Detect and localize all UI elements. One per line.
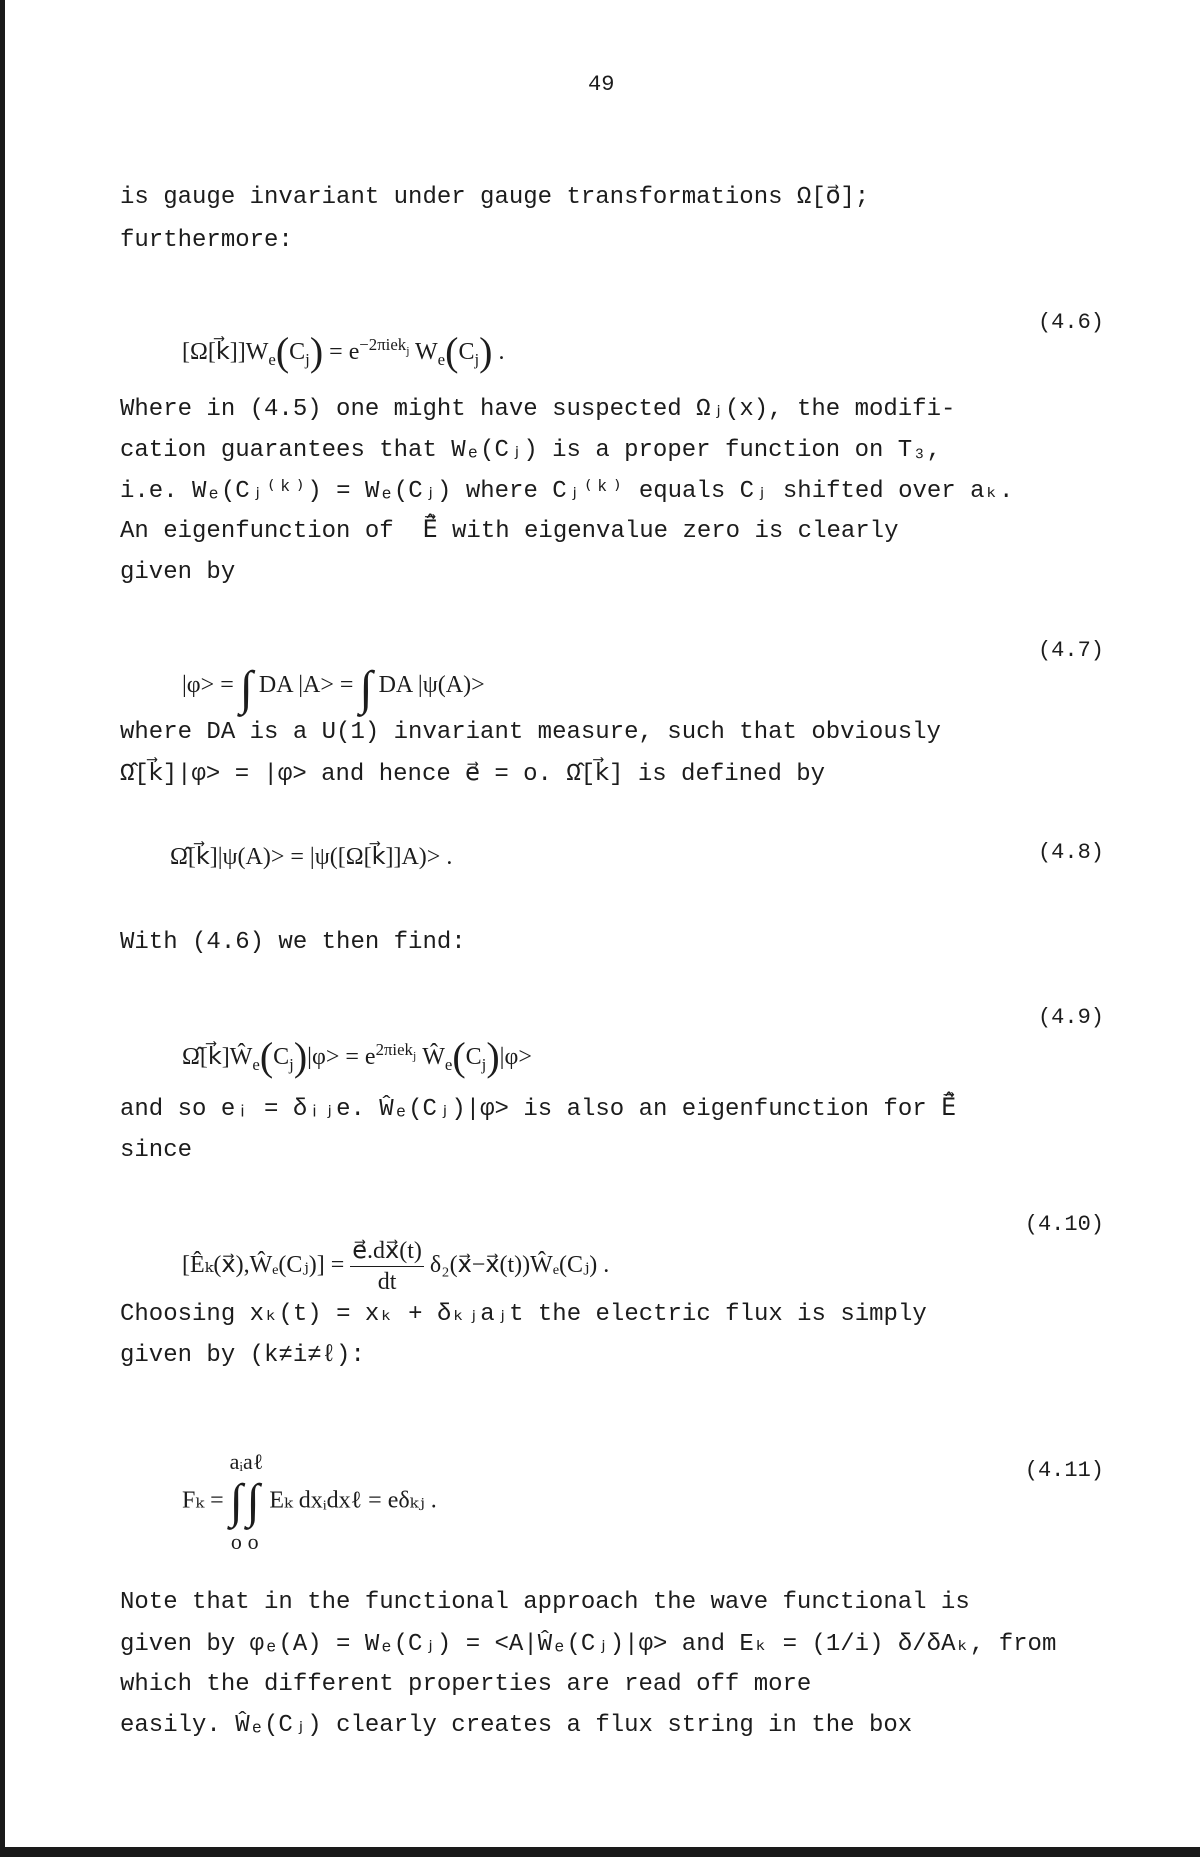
equation-4-9: $\Omegâ[k⃗]Ŵ_e(C_j)|\varphi> = e^{2\pi iek_j}$ $Ŵ_e(C_j)|\varphi>$	[182, 1034, 532, 1079]
integral-sign: ∫	[246, 1475, 260, 1528]
eq46-lhs: [Ω[k⃗]]W	[182, 339, 269, 365]
paragraph-line: Note that in the functional approach the wave functional is	[120, 1589, 970, 1616]
equation-4-10	[170, 1206, 609, 1297]
paragraph-line: given by	[120, 559, 236, 586]
equation-number: (4.7)	[1037, 638, 1104, 663]
equation-number: (4.6)	[1037, 310, 1104, 335]
eq46-rhs-arg-sub: j	[474, 349, 480, 369]
eq46-exp-sub: j	[406, 344, 410, 358]
eq46-end: .	[492, 339, 505, 365]
integral-sign: ∫	[239, 662, 253, 715]
paragraph-line: Choosing xₖ(t) = xₖ + δₖⱼaⱼt the electric flux is simply	[120, 1301, 927, 1328]
eq410-eq: =	[324, 1252, 351, 1279]
integral-sign: ∫	[229, 1475, 243, 1528]
paragraph-line: which the different properties are read off more	[120, 1671, 812, 1698]
page-bottom-edge	[0, 1847, 1200, 1857]
eq46-arg: C	[289, 339, 306, 365]
equation-number: (4.8)	[1037, 840, 1104, 865]
paragraph-line: furthermore:	[120, 227, 293, 254]
eq46-exp: −2πiek	[359, 335, 407, 354]
eq49-end: |φ>	[499, 1044, 532, 1070]
eq46-rhs: W	[409, 339, 438, 365]
fraction-numerator: e⃗.dx⃗(t)	[350, 1236, 424, 1267]
paragraph-line: is gauge invariant under gauge transformations Ω[o⃗];	[120, 184, 870, 211]
equation-4-6: $[\Omega[k⃗]]W_e(C_j) = e^{-2\pi iek_j}$ $W_e(C_j)$ .	[182, 329, 505, 374]
paragraph-line: An eigenfunction of E⃗̂ with eigenvalue zero is clearly	[120, 518, 899, 545]
page-number: 49	[588, 72, 615, 97]
integral-lower-limit: o	[230, 1529, 242, 1554]
paragraph-line: since	[120, 1137, 193, 1164]
paragraph-line: cation guarantees that Wₑ(Cⱼ) is a proper function on T₃,	[120, 437, 941, 464]
eq47-lhs: |φ> =	[182, 672, 240, 698]
integral-upper-limit: aᵢ	[229, 1449, 244, 1474]
fraction	[350, 1236, 424, 1297]
eq49-rhs: Ŵ	[416, 1044, 445, 1070]
equation-4-7	[170, 640, 485, 715]
equation-4-11	[170, 1412, 437, 1562]
paragraph-line: Where in (4.5) one might have suspected Ωⱼ(x), the modifi-	[120, 396, 956, 423]
eq49-rhs-sub: e	[444, 1054, 453, 1074]
fraction-denominator: dt	[377, 1269, 397, 1295]
page-binding-edge	[0, 0, 5, 1857]
eq49-exp: 2πiek	[375, 1040, 413, 1059]
eq49-rhs-arg: C	[465, 1044, 482, 1070]
integral-with-limits	[230, 1442, 243, 1562]
eq49-rhs-arg-sub: j	[481, 1054, 487, 1074]
eq411-lhs: Fₖ =	[182, 1487, 230, 1514]
eq47-mid2: DA |ψ(A)>	[372, 672, 485, 698]
equation-number: (4.11)	[1024, 1458, 1104, 1483]
integral-lower-limit: o	[247, 1529, 259, 1554]
eq46-rhs-arg: C	[458, 339, 475, 365]
eq46-rhs-sub: e	[437, 349, 446, 369]
integral-upper-limit: aℓ	[243, 1449, 264, 1474]
equation-number: (4.9)	[1037, 1005, 1104, 1030]
eq49-lhs-sub: e	[252, 1054, 260, 1074]
integral-sign: ∫	[359, 662, 373, 715]
eq46-eq: = e	[323, 339, 360, 365]
paragraph-line: easily. Ŵₑ(Cⱼ) clearly creates a flux string in the box	[120, 1712, 913, 1739]
paragraph-line: given by (k≠i≠ℓ):	[120, 1342, 365, 1369]
eq49-arg: C	[273, 1044, 290, 1070]
paragraph-line: With (4.6) we then find:	[120, 929, 466, 956]
paragraph-line: Ω̂[k⃗]|φ> = |φ> and hence e⃗ = o. Ω̂[k⃗] is defined by	[120, 761, 826, 788]
eq49-lhs: Ω̂[k⃗]Ŵ	[182, 1044, 253, 1070]
paragraph-line: and so eᵢ = δᵢⱼe. Ŵₑ(Cⱼ)|φ> is also an eigenfunction for E⃗̂	[120, 1096, 957, 1123]
eq47-mid1: DA |A> =	[252, 672, 360, 698]
eq46-lhs-sub: e	[268, 349, 276, 369]
paragraph-line: i.e. Wₑ(Cⱼ⁽ᵏ⁾) = Wₑ(Cⱼ) where Cⱼ⁽ᵏ⁾ equals Cⱼ shifted over aₖ.	[120, 478, 1014, 505]
eq410-rhs: δ₂(x⃗−x⃗(t))Ŵₑ(Cⱼ) .	[423, 1252, 610, 1279]
eq49-arg-sub: j	[289, 1054, 294, 1074]
eq411-rhs: Eₖ dxᵢdxℓ = eδₖⱼ .	[263, 1487, 437, 1514]
eq46-arg-sub: j	[305, 349, 310, 369]
paragraph-line: given by φₑ(A) = Wₑ(Cⱼ) = <A|Ŵₑ(Cⱼ)|φ> and Eₖ = (1/i) δ/δAₖ, from	[120, 1631, 1057, 1658]
eq410-lhs: [Êₖ(x⃗),Ŵₑ(Cⱼ)]	[182, 1252, 325, 1279]
equation-4-8: Ω̂[k⃗]|ψ(A)> = |ψ([Ω[k⃗]]A)> .	[170, 844, 453, 870]
paragraph-line: where DA is a U(1) invariant measure, such that obviously	[120, 719, 941, 746]
integral-with-limits	[243, 1442, 263, 1562]
eq49-exp-sub: j	[412, 1049, 417, 1063]
eq49-mid: |φ> = e	[307, 1044, 376, 1070]
equation-number: (4.10)	[1024, 1212, 1104, 1237]
